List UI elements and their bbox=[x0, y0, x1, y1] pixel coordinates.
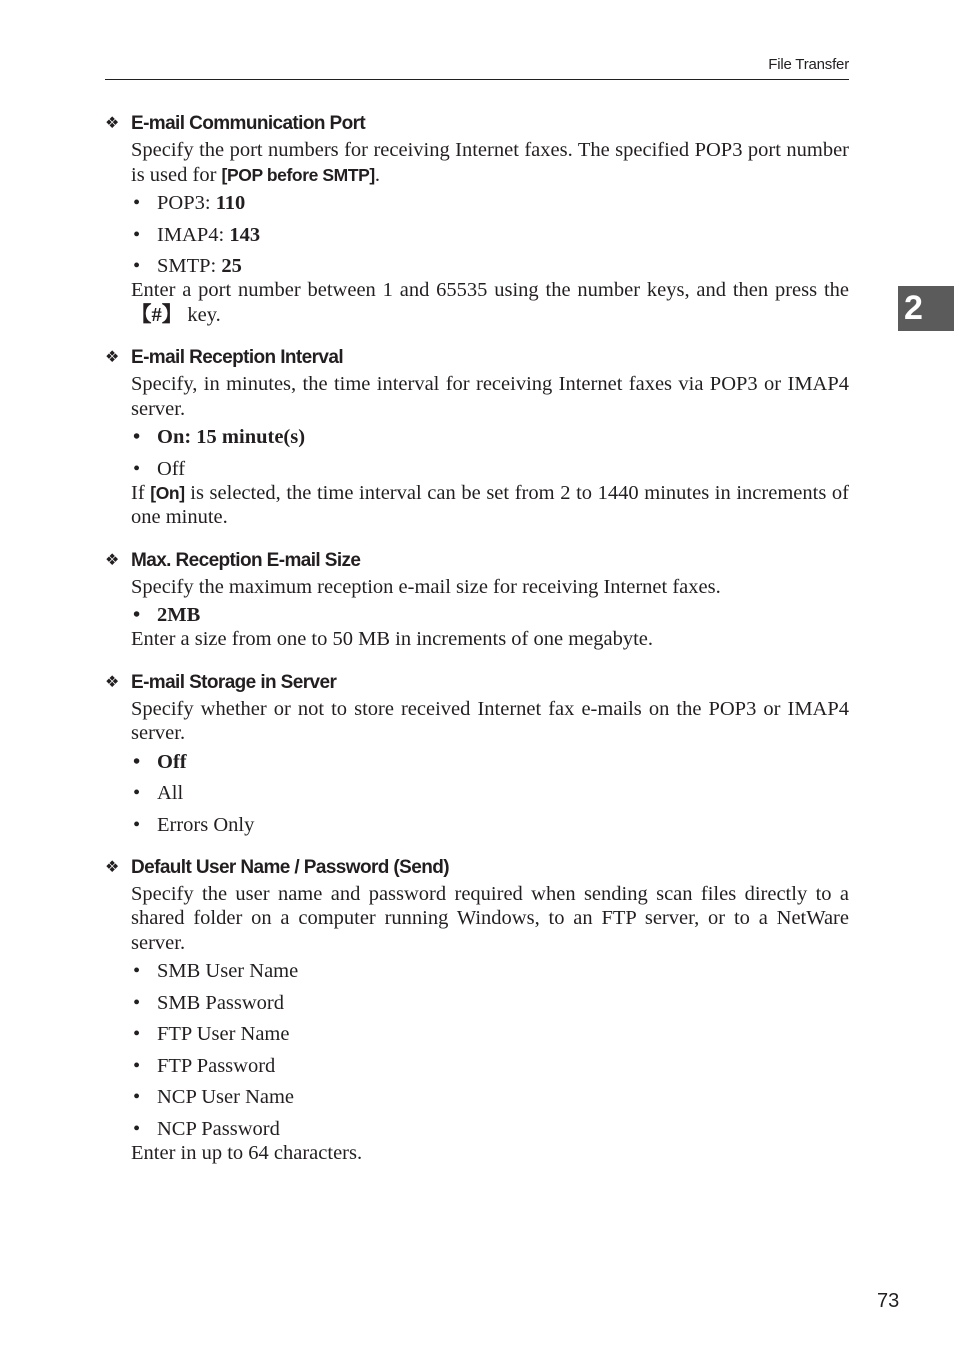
option-list bbox=[131, 191, 849, 278]
section-heading bbox=[105, 854, 849, 882]
list-item: • All bbox=[131, 781, 849, 805]
section-heading bbox=[105, 547, 849, 575]
section-heading bbox=[105, 669, 849, 697]
hash-key-label: 【#】 bbox=[131, 303, 183, 326]
section-note: Enter a size from one to 50 MB in increments of one megabyte. bbox=[131, 628, 654, 650]
section-title: E-mail Communication Port bbox=[131, 113, 366, 134]
section-title: E-mail Reception Interval bbox=[131, 347, 344, 368]
section-intro: Specify the maximum reception e-mail size for receiving Internet faxes. bbox=[131, 575, 721, 598]
diamond-bullet-icon: ❖ bbox=[105, 551, 119, 569]
list-item: • Errors Only bbox=[131, 813, 849, 837]
ui-key-label: [POP before SMTP] bbox=[221, 164, 375, 185]
diamond-bullet-icon: ❖ bbox=[105, 673, 119, 691]
option-list bbox=[131, 959, 849, 1141]
list-item: • SMB User Name bbox=[131, 959, 849, 983]
section-email-communication-port bbox=[105, 110, 849, 327]
page-number: 73 bbox=[877, 1290, 900, 1312]
section-email-reception-interval bbox=[105, 344, 849, 530]
section-email-storage-in-server bbox=[105, 669, 849, 837]
section-default-user-name-password bbox=[105, 854, 849, 1166]
page-content bbox=[105, 110, 849, 1182]
section-note: Enter in up to 64 characters. bbox=[131, 1141, 363, 1164]
section-intro: Specify the port numbers for receiving Internet faxes. The specified POP3 port number is used for [POP before SMTP]. bbox=[131, 139, 849, 186]
list-item: • NCP User Name bbox=[131, 1085, 849, 1109]
list-item: • On: 15 minute(s) bbox=[131, 425, 849, 449]
list-item: • SMB Password bbox=[131, 991, 849, 1015]
option-list bbox=[131, 750, 849, 837]
running-header-title: File Transfer bbox=[768, 56, 849, 73]
section-intro: Specify whether or not to store received Internet fax e-mails on the POP3 or IMAP4 server. bbox=[131, 697, 849, 744]
section-title: Default User Name / Password (Send) bbox=[131, 856, 449, 878]
section-heading bbox=[105, 344, 849, 372]
diamond-bullet-icon: ❖ bbox=[105, 349, 119, 366]
section-max-reception-email-size bbox=[105, 547, 849, 652]
section-title: Max. Reception E-mail Size bbox=[131, 549, 361, 571]
list-item: • FTP User Name bbox=[131, 1022, 849, 1046]
list-item: • Off bbox=[131, 750, 849, 774]
chapter-tab: 2 bbox=[898, 286, 954, 331]
running-header bbox=[105, 56, 849, 80]
list-item: • IMAP4: 143 bbox=[131, 223, 849, 247]
list-item: • FTP Password bbox=[131, 1054, 849, 1078]
list-item: • NCP Password bbox=[131, 1117, 849, 1141]
option-list bbox=[131, 425, 849, 481]
section-intro: Specify the user name and password required when sending scan files directly to a shared folder on a computer running Windows, to an FTP server, or to a NetWare server. bbox=[131, 882, 849, 954]
list-item: • POP3: 110 bbox=[131, 191, 849, 215]
diamond-bullet-icon: ❖ bbox=[105, 115, 119, 132]
list-item: • 2MB bbox=[131, 603, 849, 627]
section-note: Enter a port number between 1 and 65535 using the number keys, and then press the 【#】 key. bbox=[131, 279, 849, 326]
list-item: • Off bbox=[131, 457, 849, 481]
option-list bbox=[131, 603, 849, 627]
section-title: E-mail Storage in Server bbox=[131, 671, 337, 693]
list-item: • SMTP: 25 bbox=[131, 254, 849, 278]
diamond-bullet-icon: ❖ bbox=[105, 858, 119, 876]
section-note: If [On] is selected, the time interval can be set from 2 to 1440 minutes in increments of one minute. bbox=[131, 481, 850, 528]
ui-key-label: [On] bbox=[150, 482, 185, 503]
section-intro: Specify, in minutes, the time interval for receiving Internet faxes via POP3 or IMAP4 server. bbox=[131, 373, 849, 420]
section-heading bbox=[105, 110, 849, 138]
